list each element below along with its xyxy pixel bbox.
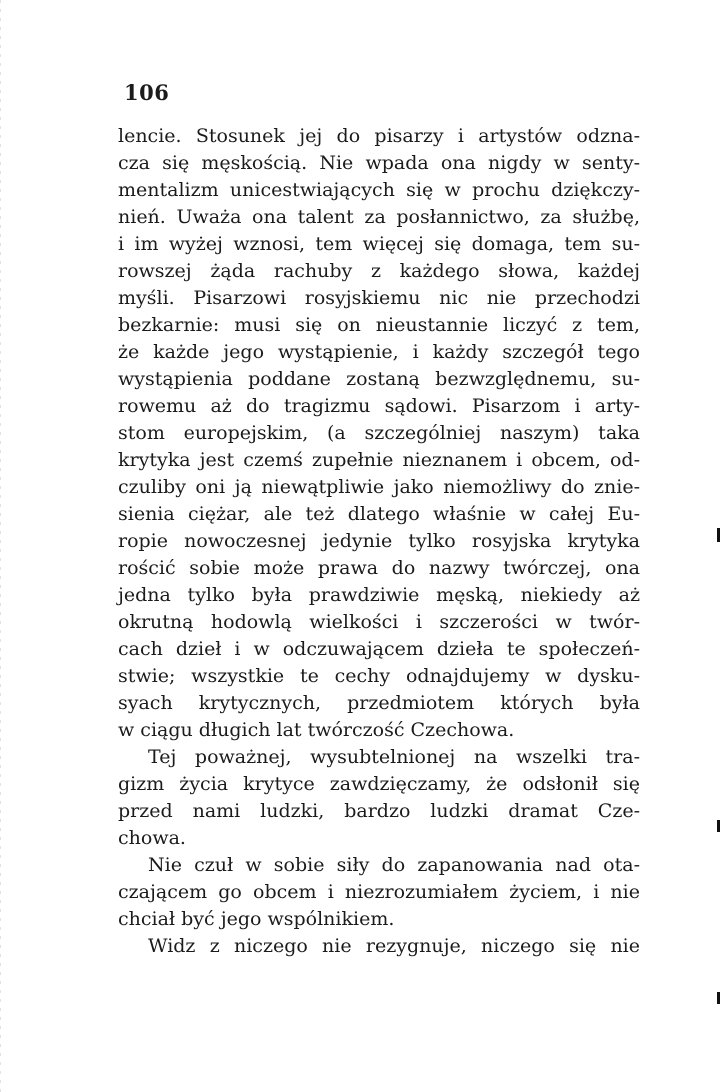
text-line: nień. Uważa ona talent za posłannictwo, za służbę,	[118, 206, 640, 228]
text-line: i im wyżej wznosi, tem więcej się domaga, tem su-	[118, 233, 640, 255]
text-line: sienia ciężar, ale też dlatego właśnie w całej Eu-	[118, 503, 640, 525]
text-line: rościć sobie może prawa do nazwy twórczej, ona	[118, 557, 640, 579]
paragraph-first-line: Nie czuł w sobie siły do zapanowania nad ota-	[148, 854, 640, 876]
text-line: lencie. Stosunek jej do pisarzy i artystów odzna-	[118, 125, 640, 147]
text-line: stwie; wszystkie te cechy odnajdujemy w dysku-	[118, 665, 640, 687]
paragraph-last-line: chowa.	[118, 827, 186, 849]
paragraph-last-line: w ciągu długich lat twórczość Czechowa.	[118, 719, 515, 741]
page-number: 106	[124, 80, 170, 105]
text-line: gizm życia krytyce zawdzięczamy, że odsłonił się	[118, 773, 640, 795]
text-line: czającem go obcem i niezrozumiałem życiem, i nie	[118, 881, 640, 903]
text-line: cach dzieł i w odczuwającem dzieła te społeczeń-	[118, 638, 640, 660]
text-line: czuliby oni ją niewątpliwie jako niemożliwy do znie-	[118, 476, 640, 498]
text-line: rowszej żąda rachuby z każdego słowa, każdej	[118, 260, 640, 282]
text-line: myśli. Pisarzowi rosyjskiemu nic nie przechodzi	[118, 287, 640, 309]
text-line: że każde jego wystąpienie, i każdy szczegół tego	[118, 341, 640, 363]
text-line: przed nami ludzki, bardzo ludzki dramat Cze-	[118, 800, 640, 822]
text-line: jedna tylko była prawdziwie męską, niekiedy aż	[118, 584, 640, 606]
text-line: wystąpienia poddane zostaną bezwzględnemu, su-	[118, 368, 640, 390]
text-line: mentalizm unicestwiających się w prochu dziękczy-	[118, 179, 640, 201]
text-line: bezkarnie: musi się on nieustannie liczyć z tem,	[118, 314, 640, 336]
text-line: rowemu aż do tragizmu sądowi. Pisarzom i arty-	[118, 395, 640, 417]
body-text	[118, 123, 640, 960]
left-page-edge-trace	[0, 0, 1, 1092]
text-line: ropie nowoczesnej jedynie tylko rosyjska krytyka	[118, 530, 640, 552]
paragraph-first-line: Widz z niczego nie rezygnuje, niczego się nie	[148, 935, 640, 957]
text-line: stom europejskim, (a szczególniej naszym) taka	[118, 422, 640, 444]
text-line: krytyka jest czemś zupełnie nieznanem i obcem, od-	[118, 449, 640, 471]
text-line: syach krytycznych, przedmiotem których była	[118, 692, 640, 714]
text-line: cza się męskością. Nie wpada ona nigdy w senty-	[118, 152, 640, 174]
paragraph-first-line: Tej poważnej, wysubtelnionej na wszelki tra-	[148, 746, 640, 768]
text-line: okrutną hodowlą wielkości i szczerości w twór-	[118, 611, 640, 633]
paragraph-last-line: chciał być jego wspólnikiem.	[118, 908, 395, 930]
